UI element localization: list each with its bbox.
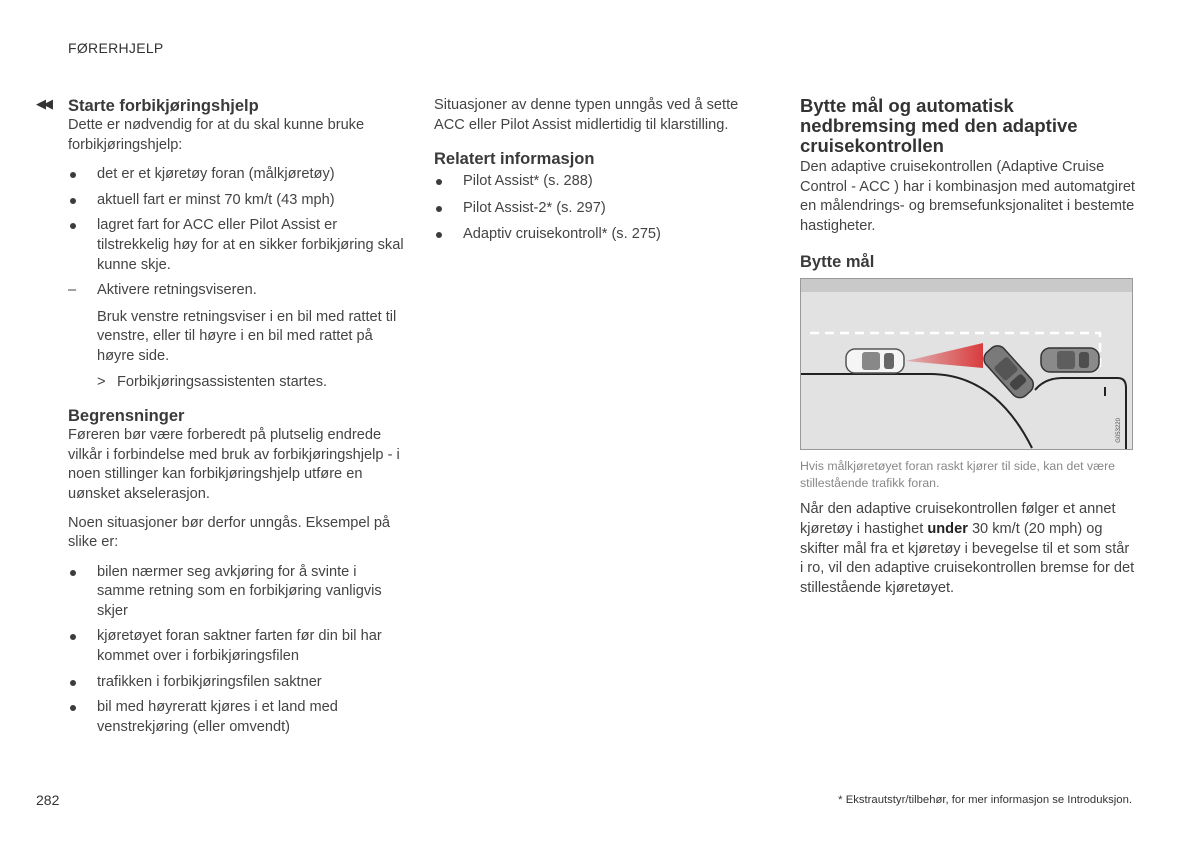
running-head: FØRERHJELP [68,40,164,56]
figure-code: G053220 [1116,417,1123,443]
step-note: Bruk venstre retningsviser i en bil med rattet til venstre, eller til høyre i en bil med rattet på høyre side. [97,308,397,364]
column-left [68,96,408,743]
bullet-icon [70,223,76,229]
list-item: trafikken i forbikjøringsfilen saktner [68,673,408,693]
bullet-icon [70,705,76,711]
limits-paragraph: Føreren bør være forberedt på plutselig endrede vilkår i forbindelse med bruk av forbikjøringshjelp - i noen stillinger kan forbikjøringshjelp utføre en uønsket akselerasjon. [68,427,400,502]
step-result [68,373,408,393]
bullet-icon [436,232,442,238]
list-item: bilen nærmer seg avkjøring for å svinte i samme retning som en forbikjøring vanligvis skjer [68,563,408,622]
bullet-icon [70,634,76,640]
bullet-icon [70,172,76,178]
related-heading: Relatert informasjon [434,150,595,169]
intro-text: Dette er nødvendig for at du skal kunne bruke forbikjøringshjelp: [68,117,365,153]
section-heading-target: Bytte mål og automatisk nedbremsing med den adaptive cruisekontrollen [800,95,1078,156]
situations-list [68,563,408,738]
section-heading-limits: Begrensninger [68,407,185,426]
own-car-icon [846,349,904,373]
step-text: Aktivere retningsviseren. [97,282,257,299]
related-list [434,172,754,245]
related-link[interactable]: Pilot Assist* (s. 288) [434,172,754,192]
dash-marker: – [68,282,77,299]
list-item: bil med høyreratt kjøres i et land med venstrekjøring (eller omvendt) [68,698,408,737]
limits-paragraph-2: Noen situasjoner bør derfor unngås. Eksempel på slike er: [68,514,391,551]
back-arrow-icon[interactable]: ◀◀ [36,96,50,111]
bullet-icon [70,198,76,204]
conditions-list [68,165,408,275]
list-item: det er et kjøretøy foran (målkjøretøy) [68,165,408,185]
footnote: * Ekstrautstyr/tilbehør, for mer informasjon se Introduksjon. [838,794,1132,806]
related-link[interactable]: Pilot Assist-2* (s. 297) [434,199,754,219]
result-text: Forbikjøringsassistenten startes. [117,373,328,390]
section-heading-start: Starte forbikjøringshjelp [68,97,259,115]
list-item: kjøretøyet foran saktner farten før din bil har kommet over i forbikjøringsfilen [68,627,408,666]
road-shoulder [801,279,1132,292]
road-illustration [800,278,1133,450]
bullet-icon [436,206,442,212]
body-paragraph: Når den adaptive cruisekontrollen følger et annet kjøretøy i hastighet under 30 km/t (20 mph) og skifter mål fra et kjøretøy i bevegelse til et som står i ro, vil den adaptive cruisekontrollen bremse for det stillestående kjøretøyet. [800,501,1135,596]
intro-text: Den adaptive cruisekontrollen (Adaptive Cruise Control - ACC ) har i kombinasjon med automatgiret en målendrings- og bremsefunksjonalitet i bestemte hastigheter. [800,159,1135,234]
step-item [68,281,408,301]
related-link[interactable]: Adaptiv cruisekontroll* (s. 275) [434,225,754,245]
column-middle [434,96,754,252]
result-marker: > [97,373,106,390]
column-right [800,96,1135,598]
paragraph: Situasjoner av denne typen unngås ved å sette ACC eller Pilot Assist midlertidig til klarstilling. [434,97,739,133]
bullet-icon [70,570,76,576]
stationary-car-icon [1041,348,1099,372]
figure-caption: Hvis målkjøretøyet foran raskt kjører til side, kan det være stillestående trafikk foran. [800,459,1116,490]
illustration [800,278,1133,450]
page-number: 282 [36,792,60,808]
bullet-icon [436,179,442,185]
bullet-icon [70,680,76,686]
emphasis: under [927,520,968,537]
subheading: Bytte mål [800,253,875,272]
list-item: aktuell fart er minst 70 km/t (43 mph) [68,191,408,211]
list-item: lagret fart for ACC eller Pilot Assist er tilstrekkelig høy for at en sikker forbikjøring skal kunne skje. [68,216,408,275]
related-info [434,149,754,245]
